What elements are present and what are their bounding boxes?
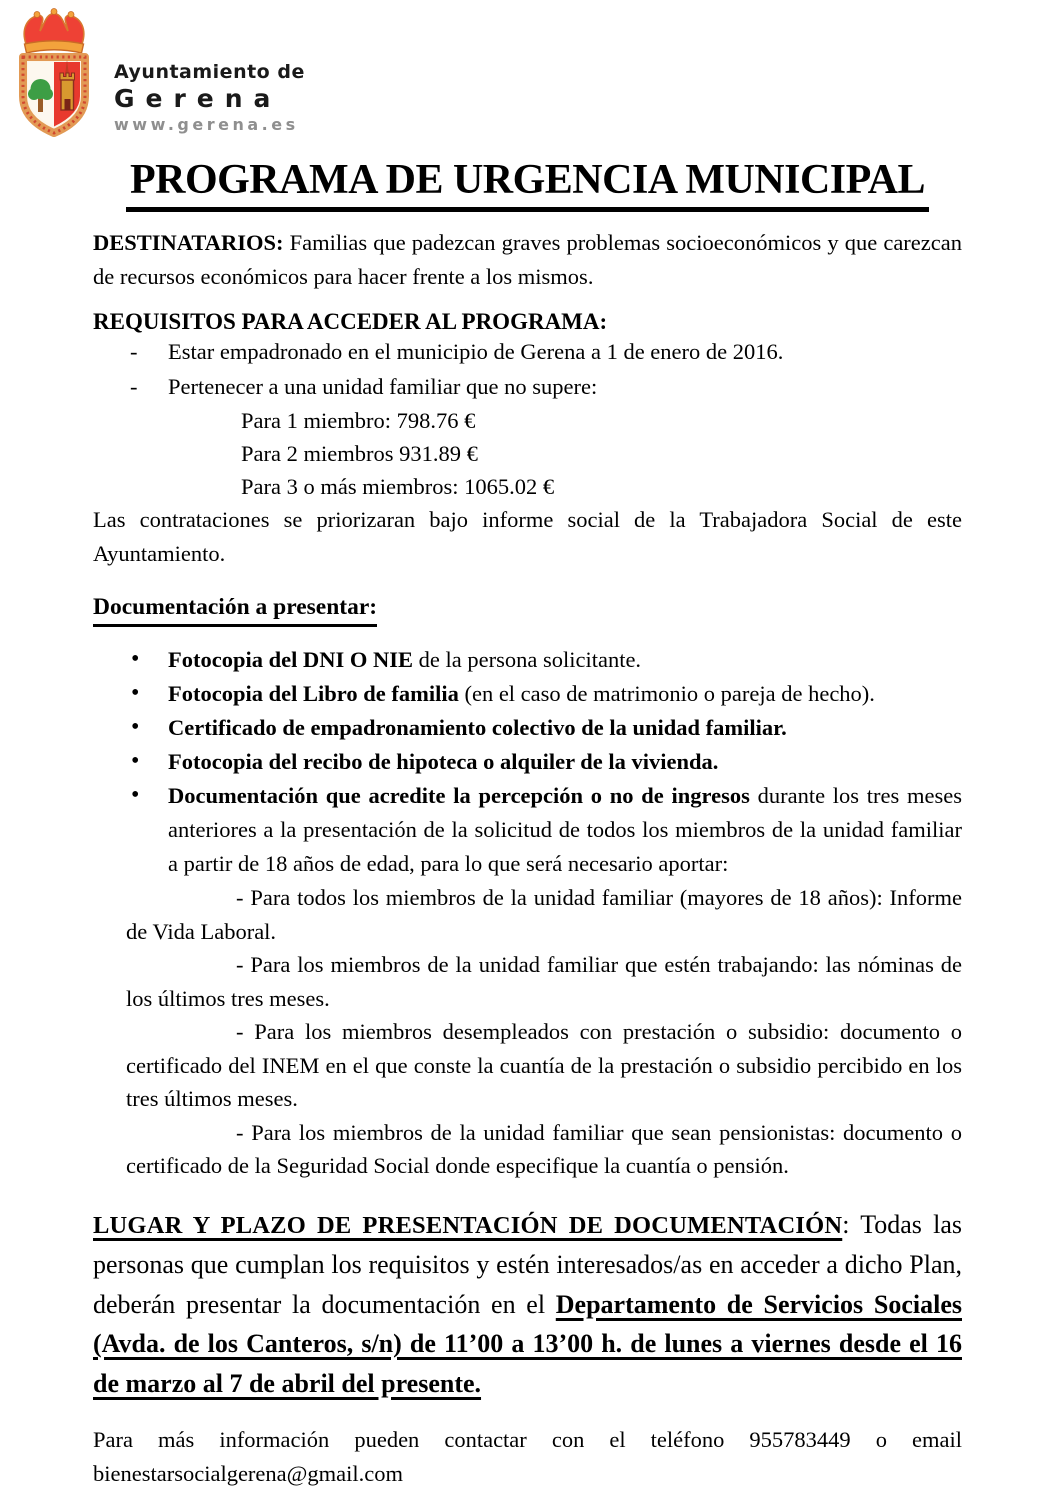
requisito-item-2 <box>93 370 962 405</box>
lugar-plazo-paragraph <box>93 1205 962 1404</box>
list-item-ingresos <box>93 779 962 881</box>
income-threshold-1: Para 1 miembro: 798.76 € <box>241 408 476 433</box>
list-item-rest: de la persona solicitante. <box>413 647 642 672</box>
gerena-coat-of-arms-icon <box>10 6 98 138</box>
list-item-empadronamiento <box>93 711 962 745</box>
list-item-rest: durante los tres meses anteriores a la presentación de la solicitud de todos los miembros de la unidad familiar a partir de 18 años de edad, para lo que será necesario aportar: <box>168 783 962 876</box>
list-item-rest: (en el caso de matrimonio o pareja de hecho). <box>458 681 875 706</box>
logo-org-name: Ayuntamiento de <box>114 61 305 83</box>
sub-item-pensionistas: - Para los miembros de la unidad familiar que sean pensionistas: documento o certificado de la Seguridad Social donde especifique la cuantía o pensión. <box>126 1119 962 1178</box>
lugar-plazo-intro: Todas las personas que cumplan los requisitos y estén interesados/as en acceder a dicho Plan, deberán presentar la documentación en el <box>93 1209 962 1319</box>
lugar-plazo-label: LUGAR Y PLAZO DE PRESENTACIÓN DE DOCUMENTACIÓN <box>93 1211 843 1239</box>
destinatarios-paragraph <box>93 226 962 293</box>
list-item-dni <box>93 643 962 677</box>
list-item-bold: Fotocopia del DNI O NIE <box>168 647 414 672</box>
requisito-item-1-text: Estar empadronado en el municipio de Gerena a 1 de enero de 2016. <box>168 339 784 364</box>
income-threshold-3: Para 3 o más miembros: 1065.02 € <box>241 474 555 499</box>
list-item-bold: Certificado de empadronamiento colectivo de la unidad familiar. <box>168 715 787 740</box>
sub-item-vida-laboral: - Para todos los miembros de la unidad familiar (mayores de 18 años): Informe de Vida Laboral. <box>126 885 962 944</box>
contact-info: Para más información pueden contactar con el teléfono 955783449 o email bienestarsocialgerena@gmail.com <box>93 1427 962 1486</box>
lugar-plazo-highlight: Departamento de Servicios Sociales (Avda. de los Canteros, s/n) de 11’00 a 13’00 h. de lunes a viernes desde el 16 de marzo al 7 de abril del presente. <box>93 1289 962 1398</box>
logo-website: www.gerena.es <box>114 115 299 134</box>
destinatarios-text: Familias que padezcan graves problemas socioeconómicos y que carezcan de recursos económicos para hacer frente a los mismos. <box>93 230 962 289</box>
bullet-icon: • <box>131 680 140 706</box>
requisitos-heading: REQUISITOS PARA ACCEDER AL PROGRAMA: <box>93 309 608 334</box>
income-threshold-2: Para 2 miembros 931.89 € <box>241 441 478 466</box>
list-item-libro-familia <box>93 677 962 711</box>
destinatarios-label: DESTINATARIOS: <box>93 230 284 255</box>
bullet-icon: • <box>131 646 140 672</box>
gerena-logo <box>10 6 305 138</box>
bullet-icon: • <box>131 714 140 740</box>
dash-marker: - <box>130 339 138 364</box>
logo-town-name: Gerena <box>114 84 282 113</box>
dash-marker: - <box>130 373 138 399</box>
list-item-bold: Documentación que acredite la percepción o no de ingresos <box>168 783 750 808</box>
documentacion-heading <box>93 594 962 627</box>
requisito-item-1 <box>93 335 962 370</box>
page-title <box>93 156 962 212</box>
bullet-icon: • <box>131 748 140 774</box>
sub-item-inem: - Para los miembros desempleados con prestación o subsidio: documento o certificado del INEM en el que conste la cuantía de la prestación o subsidio percibido en los tres últimos meses. <box>126 1019 962 1111</box>
page-title-text: PROGRAMA DE URGENCIA MUNICIPAL <box>126 156 929 212</box>
requisito-item-2-text: Pertenecer a una unidad familiar que no supere: <box>168 373 598 399</box>
list-item-bold: Fotocopia del recibo de hipoteca o alquiler de la vivienda. <box>168 749 719 774</box>
documentacion-heading-text: Documentación a presentar: <box>93 594 377 627</box>
documentacion-list <box>93 643 962 881</box>
logo-text <box>114 61 305 138</box>
priorizacion-note: Las contrataciones se priorizaran bajo informe social de la Trabajadora Social de este Ayuntamiento. <box>93 507 962 566</box>
sub-item-nominas: - Para los miembros de la unidad familiar que estén trabajando: las nóminas de los últimos tres meses. <box>126 952 962 1011</box>
list-item-recibo <box>93 745 962 779</box>
bullet-icon: • <box>131 782 140 808</box>
lugar-plazo-colon: : <box>842 1209 850 1239</box>
list-item-bold: Fotocopia del Libro de familia <box>168 681 459 706</box>
